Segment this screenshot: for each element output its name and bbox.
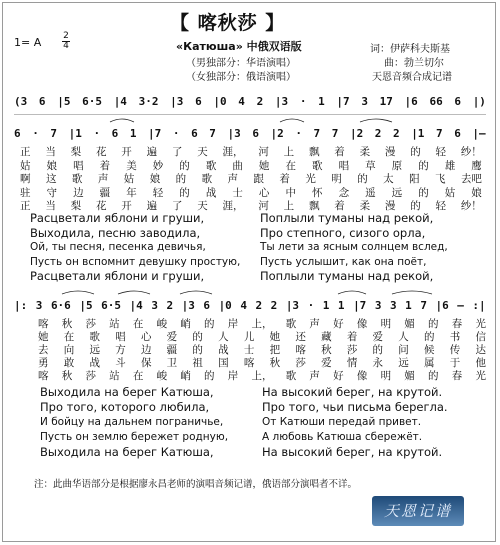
russian-lyric-left: Расцветали яблони и груши,: [30, 211, 205, 225]
russian-lyric-left: Пусть он землю бережет родную,: [40, 431, 229, 443]
lyric-char: 她: [38, 331, 49, 343]
lyric-char: 的: [357, 173, 368, 185]
lyric-char: 疆: [99, 186, 111, 199]
lyric-char: 喀: [295, 344, 306, 356]
lyric-char: 在: [63, 331, 75, 343]
time-signature-top: 2: [63, 31, 69, 41]
lyric-char: 敢: [63, 357, 75, 369]
lyric-char: 当: [45, 200, 56, 212]
lyric-char: 把: [269, 344, 281, 356]
lyric-char: 心: [258, 186, 270, 199]
note-token: ·: [299, 94, 307, 108]
lyric-char: 候: [424, 344, 435, 356]
lyric-char: 莎: [85, 318, 96, 330]
note-token: |0: [213, 94, 227, 108]
russian-lyric-left: Выходила на берег Катюша,: [40, 385, 214, 399]
lyric-char: 上，: [251, 370, 273, 382]
lyric-char: 信: [475, 331, 486, 343]
lyric-char: 的: [204, 370, 215, 382]
note-token: 6: [454, 126, 461, 140]
lyric-char: 梨: [70, 200, 82, 212]
note-token: |5: [79, 298, 93, 312]
lyric-char: 歌: [285, 370, 297, 382]
lyric-char: 中: [285, 186, 296, 199]
note-token: :|: [472, 298, 486, 312]
lyric-char: 峭: [180, 318, 191, 330]
lyric-char: 他: [475, 357, 486, 369]
note-token: |7: [336, 94, 350, 108]
lyric-char: 站: [109, 370, 120, 382]
russian-lyric-right: Поплыли туманы над рекой,: [260, 269, 434, 283]
lyric-char: 好: [333, 370, 344, 382]
note-token: 3: [361, 94, 368, 108]
lyric-char: 的: [424, 331, 435, 343]
lyric-char: 开: [121, 146, 132, 158]
lyric-char: 爱: [321, 357, 332, 369]
lyric-char: 像: [356, 318, 368, 330]
lyric-char: 歌: [71, 173, 83, 185]
lyric-char: 的: [192, 331, 203, 343]
note-token: |2: [349, 126, 364, 140]
lyric-char: 声: [97, 173, 109, 185]
lyric-char: 喀: [38, 370, 49, 382]
note-token: ·: [32, 126, 39, 140]
lyric-char: 遍: [146, 200, 158, 212]
note-token: 6: [252, 126, 259, 140]
note-token: |3: [285, 298, 300, 312]
note-token: 3: [151, 298, 158, 312]
lyric-char: 遍: [146, 146, 158, 158]
note-token: |3: [181, 298, 195, 312]
lyric-char: 的: [418, 159, 429, 172]
russian-lyric-left: Выходила, песню заводила,: [30, 225, 201, 240]
lyric-char: 轻: [152, 186, 164, 199]
lyric-char: 曲: [232, 159, 243, 172]
lyric-char: 声: [309, 318, 320, 330]
lyric-char: 姑: [123, 173, 135, 185]
lyric-char: 秋: [269, 357, 281, 369]
note-token: ·: [307, 298, 315, 312]
lyric-char: 的: [372, 344, 384, 356]
note-token: 3·2: [138, 94, 159, 108]
note-token: |7: [148, 126, 162, 140]
lyric-char: 的: [192, 344, 203, 356]
note-token: 6: [195, 94, 202, 108]
lyric-char: 的: [175, 173, 187, 185]
note-token: |3: [170, 94, 184, 108]
lyric-char: 站: [109, 318, 120, 330]
lyric-char: 岸: [227, 370, 239, 382]
lyric-char: 还: [295, 331, 306, 343]
lyric-char: 永: [372, 357, 384, 369]
lyric-char: 喀: [38, 318, 49, 330]
footnote: 注：此曲华语部分是根据廖永昌老师的演唱音频记谱，俄语部分演唱者不详。: [34, 479, 358, 490]
note-token: 2: [256, 94, 264, 108]
lyric-char: 的: [410, 200, 421, 212]
key-signature: 1= A: [14, 36, 42, 49]
note-token: 2: [255, 298, 263, 312]
lyric-char: 柔: [359, 200, 371, 212]
lyric-char: 声: [227, 173, 238, 185]
lyric-char: 光: [475, 318, 486, 330]
lyric-char: 纱！: [460, 146, 482, 158]
lyric-char: 明: [380, 318, 392, 330]
russian-lyric-left: Пусть он вспомнит девушку простую,: [30, 255, 241, 268]
lyric-char: 纱！: [460, 200, 482, 212]
lyric-char: 书: [449, 331, 461, 343]
lyric-char: 花: [95, 146, 107, 158]
russian-lyric-left: Выходила на берег Катюша,: [40, 445, 214, 459]
lyric-char: 莎: [85, 370, 96, 382]
note-token: 4: [240, 298, 247, 312]
note-token: 17: [379, 94, 393, 108]
lyric-char: 驻: [20, 186, 31, 199]
lyric-char: 年: [126, 186, 137, 199]
russian-lyric-right: На высокий берег, на крутой.: [262, 445, 443, 459]
lyric-char: 岸: [227, 318, 239, 330]
russian-lyric-right: Пусть услышит, как она поёт,: [260, 255, 427, 268]
note-token: 6: [454, 94, 462, 108]
note-token: —: [457, 298, 464, 312]
lyric-char: 春: [451, 318, 463, 330]
russian-lyric-right: Про степного, сизого орла,: [260, 225, 426, 240]
lyric-char: 的: [418, 186, 429, 199]
note-token: |0: [218, 298, 232, 312]
note-token: 7: [420, 298, 427, 312]
lyric-char: 阳: [409, 173, 420, 185]
lyric-char: 边: [140, 344, 152, 356]
note-token: 7: [331, 126, 339, 140]
note-token: |1: [411, 126, 425, 140]
lyric-char: 士: [232, 186, 243, 199]
lyric-char: 上: [283, 146, 295, 158]
lyric-char: 啊: [20, 173, 31, 185]
lyric-char: 飞: [435, 173, 446, 185]
lyric-char: 爱: [166, 331, 178, 343]
lyric-char: 河: [258, 200, 269, 212]
lyric-char: 祖: [192, 357, 203, 369]
lyric-char: 光: [305, 173, 316, 185]
lyric-char: 疆: [166, 344, 178, 356]
note-token: ·: [295, 126, 302, 140]
lyric-char: 峻: [156, 370, 168, 382]
lyric-char: 美: [126, 159, 137, 172]
note-token: ·: [93, 126, 101, 140]
lyric-char: 向: [63, 344, 75, 356]
note-token: 6·5: [101, 298, 121, 312]
lyric-char: 心: [140, 331, 152, 343]
note-token: 6: [38, 94, 46, 108]
lyric-char: 于: [449, 357, 461, 369]
note-token: |1: [68, 126, 82, 140]
russian-lyric-right: От Катюши передай привет.: [262, 416, 422, 428]
lyric-char: 开: [121, 200, 132, 212]
lyric-char: 妙: [152, 159, 164, 172]
lyric-char: 战: [205, 186, 217, 199]
lyric-char: 勇: [38, 357, 49, 369]
lyric-char: 莎: [346, 344, 358, 356]
russian-lyric-right: Ты лети за ясным солнцем вслед,: [260, 241, 448, 253]
lyric-char: 情: [346, 357, 358, 369]
voice-note-female: （女独部分：俄语演唱）: [186, 72, 296, 83]
russian-lyric-left: Про того, которого любила,: [40, 400, 210, 414]
lyric-char: 远: [391, 186, 403, 199]
note-token: 1: [337, 298, 345, 312]
voice-note-male: （男独部分：华语演唱）: [186, 58, 296, 69]
lyric-char: 声: [309, 370, 320, 382]
lyric-char: 的: [204, 318, 215, 330]
time-signature-bottom: 4: [63, 41, 69, 51]
lyric-char: 歌: [201, 173, 213, 185]
note-token: 2: [392, 126, 400, 140]
lyric-char: 姑: [20, 159, 31, 172]
lyric-char: 她: [269, 331, 281, 343]
lyric-char: 涯，: [222, 146, 244, 158]
lyric-char: 传: [449, 344, 461, 356]
lyric-char: 爱: [372, 331, 384, 343]
lyric-char: 梨: [70, 146, 82, 158]
lyric-char: 轻: [435, 146, 446, 158]
note-token: 4: [238, 94, 245, 108]
note-token: 6: [191, 126, 198, 140]
lyric-char: 光: [475, 370, 486, 382]
lyric-char: 着: [99, 159, 111, 172]
lyric-char: 好: [333, 318, 344, 330]
note-token: 3: [390, 298, 397, 312]
lyric-char: 斗: [115, 357, 126, 369]
lyric-char: 方: [115, 344, 126, 356]
note-token: 6: [14, 126, 21, 140]
note-token: 6: [203, 298, 211, 312]
lyric-char: 明: [380, 370, 392, 382]
lyric-char: 歌: [205, 159, 217, 172]
note-token: 3: [35, 298, 43, 312]
song-subtitle: «Катюша» 中俄双语版: [176, 40, 302, 53]
lyric-char: 人: [398, 331, 409, 343]
lyric-char: 的: [410, 146, 421, 158]
lyric-char: 战: [218, 344, 229, 356]
note-token: 1: [129, 126, 137, 140]
lyric-char: 柔: [359, 146, 371, 158]
lyric-char: 保: [140, 357, 152, 369]
note-token: |4: [113, 94, 127, 108]
russian-lyric-left: Расцветали яблони и груши,: [30, 269, 205, 283]
lyric-char: 峭: [180, 370, 191, 382]
lyric-char: 原: [391, 159, 403, 172]
lyric-char: 士: [243, 344, 255, 356]
lyric-char: 守: [46, 186, 58, 199]
note-token: 2: [166, 298, 174, 312]
lyric-char: 唱: [115, 331, 126, 343]
lyric-char: 太: [383, 173, 394, 185]
lyric-char: 飘: [308, 200, 320, 212]
composer-credit: 曲：勃兰切尔: [384, 58, 444, 69]
lyric-char: 这: [45, 173, 57, 185]
lyric-char: 了: [171, 200, 183, 212]
lyric-char: 上，: [251, 318, 273, 330]
lyric-char: 着: [279, 173, 290, 185]
note-token: |): [472, 94, 486, 108]
russian-lyric-left: Ой, ты песня, песенка девичья,: [30, 241, 206, 253]
lyric-char: 秋: [61, 370, 73, 382]
lyric-char: 的: [428, 370, 439, 382]
lyric-char: 问: [398, 344, 409, 356]
lyric-char: 涯，: [222, 200, 244, 212]
lyric-char: 的: [179, 186, 190, 199]
lyric-char: 念: [338, 186, 350, 199]
russian-lyric-right: Поплыли туманы над рекой,: [260, 211, 434, 225]
lyric-char: 漫: [384, 200, 396, 212]
lyric-char: 轻: [435, 200, 446, 212]
russian-lyric-left: И бойцу на дальнем пограничье,: [40, 416, 224, 428]
lyric-char: 儿: [243, 331, 255, 343]
note-token: 7: [436, 126, 443, 140]
lyric-char: 喀: [243, 357, 255, 369]
transcriber-credit: 天恩音频合成记谱: [372, 72, 452, 83]
russian-lyric-right: А любовь Катюша сбережёт.: [262, 431, 423, 443]
note-token: |—: [472, 126, 486, 140]
lyric-char: 卫: [166, 357, 178, 369]
lyric-char: 跟: [253, 173, 264, 185]
note-token: 2: [374, 126, 382, 140]
lyric-char: 边: [73, 186, 84, 199]
note-token: (3: [14, 94, 28, 108]
lyric-char: 在: [132, 370, 144, 382]
lyric-char: 战: [89, 357, 100, 369]
lyric-char: 正: [20, 146, 31, 158]
lyric-char: 娘: [46, 159, 58, 172]
lyric-char: 去: [38, 344, 49, 356]
lyric-char: 明: [331, 173, 342, 185]
note-token: |6: [404, 94, 418, 108]
note-token: 1: [405, 298, 412, 312]
note-token: 7: [50, 126, 58, 140]
note-token: 1: [318, 94, 325, 108]
lyric-char: 国: [218, 357, 229, 369]
note-token: |3: [227, 126, 241, 140]
note-token: |6: [435, 298, 449, 312]
lyric-char: 姑: [444, 186, 456, 199]
lyric-char: 她: [258, 159, 270, 172]
watermark-logo: 天恩记谱: [372, 496, 464, 526]
lyric-char: 娘: [471, 186, 482, 199]
note-token: ·: [172, 126, 180, 140]
lyric-char: 草: [365, 159, 376, 172]
lyric-char: 峻: [156, 318, 168, 330]
note-token: |4: [129, 298, 143, 312]
lyric-char: 达: [475, 344, 486, 356]
lyric-char: 歌: [89, 331, 100, 343]
note-token: 2: [270, 298, 278, 312]
note-token: 6·5: [82, 94, 103, 108]
note-token: 3: [374, 298, 382, 312]
note-token: |7: [353, 298, 367, 312]
lyric-char: 像: [356, 370, 368, 382]
lyric-char: 春: [451, 370, 463, 382]
lyric-char: 的: [179, 159, 190, 172]
lyric-char: 上: [283, 200, 295, 212]
lyric-char: 媚: [404, 370, 415, 382]
lyric-char: 河: [258, 146, 269, 158]
lyric-char: 在: [132, 318, 144, 330]
lyric-char: 娘: [149, 173, 161, 185]
note-token: 6: [111, 126, 119, 140]
lyricist-credit: 词：伊萨科夫斯基: [370, 44, 450, 55]
lyric-char: 人: [218, 331, 229, 343]
lyric-char: 着: [346, 331, 358, 343]
lyric-char: 歌: [312, 159, 323, 172]
lyric-char: 秋: [61, 318, 73, 330]
lyric-char: 天: [197, 146, 208, 158]
note-token: |5: [57, 94, 71, 108]
lyric-char: 在: [285, 159, 296, 172]
lyric-char: 漫: [384, 146, 396, 158]
lyric-char: 远: [398, 357, 409, 369]
lyric-char: 唱: [73, 159, 84, 172]
note-token: 1: [322, 298, 330, 312]
lyric-char: 天: [197, 200, 208, 212]
lyric-char: 的: [428, 318, 439, 330]
lyric-char: 飘: [308, 146, 320, 158]
lyric-char: 花: [95, 200, 107, 212]
lyric-char: 莎: [295, 357, 306, 369]
lyric-char: 去吧: [460, 173, 482, 185]
lyric-char: 着: [334, 200, 345, 212]
lyric-char: 属: [424, 357, 435, 369]
note-token: 6·6: [50, 298, 71, 312]
lyric-char: 了: [171, 146, 183, 158]
lyric-char: 唱: [338, 159, 350, 172]
lyric-char: 远: [89, 344, 100, 356]
russian-lyric-right: На высокий берег, на крутой.: [262, 385, 443, 399]
song-title: 【 喀秋莎 】: [170, 12, 286, 34]
lyric-char: 媚: [404, 318, 415, 330]
note-token: 7: [209, 126, 216, 140]
russian-lyric-right: Про того, чьи письма берегла.: [262, 400, 448, 414]
lyric-char: 正: [20, 200, 31, 212]
lyric-char: 着: [334, 146, 345, 158]
lyric-char: 雄: [444, 159, 456, 172]
lyric-char: 藏: [321, 331, 332, 343]
lyric-char: 怀: [312, 186, 323, 199]
note-token: |2: [270, 126, 284, 140]
note-token: 7: [313, 126, 321, 140]
lyric-char: 遥: [365, 186, 376, 199]
lyric-char: 歌: [285, 318, 297, 330]
lyric-char: 当: [45, 146, 56, 158]
note-token: 66: [429, 94, 443, 108]
lyric-char: 秋: [321, 344, 332, 356]
lyric-char: 鹰: [471, 159, 482, 172]
note-token: |:: [14, 298, 28, 312]
note-token: |3: [274, 94, 289, 108]
